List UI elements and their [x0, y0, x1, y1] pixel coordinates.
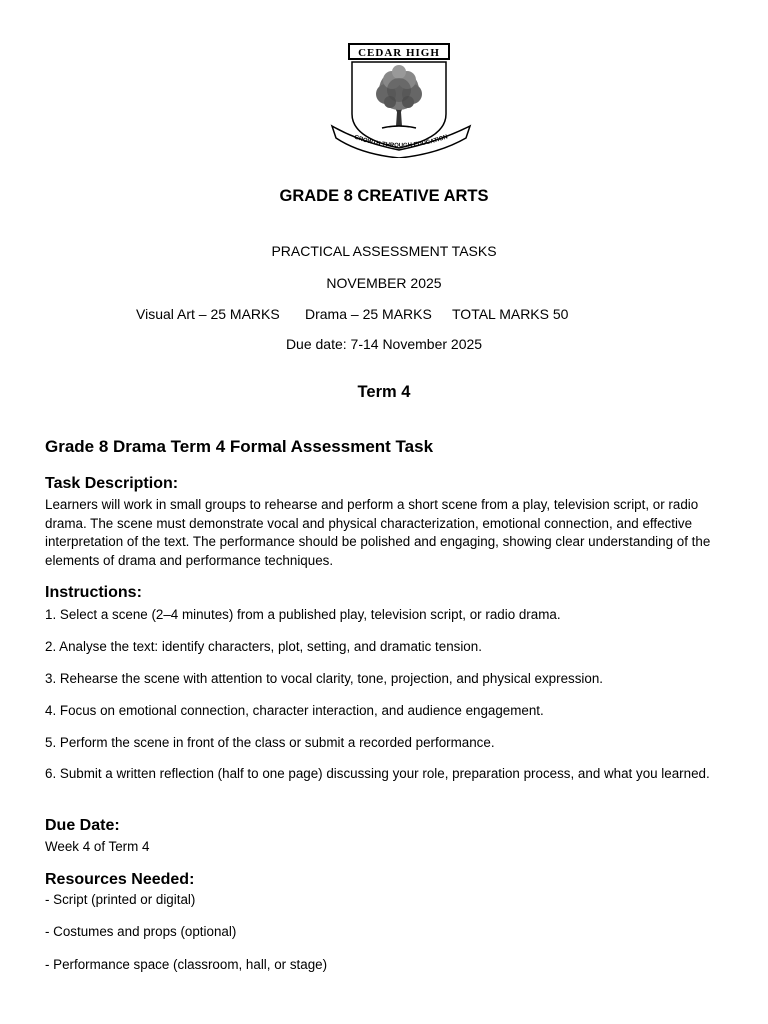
instruction-item: 6. Submit a written reflection (half to one page) discussing your role, preparation process, and what you learned.: [45, 766, 710, 781]
crest-banner-text: CEDAR HIGH: [358, 47, 440, 59]
page-title: GRADE 8 CREATIVE ARTS: [279, 187, 489, 205]
term-heading: Term 4: [357, 383, 411, 401]
page-subtitle: PRACTICAL ASSESSMENT TASKS: [271, 243, 497, 259]
school-crest-logo: [330, 42, 474, 158]
due-date-text: Week 4 of Term 4: [45, 839, 150, 854]
resources-heading: Resources Needed:: [45, 871, 195, 888]
instruction-item: 5. Perform the scene in front of the class or submit a recorded performance.: [45, 735, 495, 750]
crest-motto: GROWTH THROUGH EDUCATION: [353, 134, 449, 150]
visual-art-marks: Visual Art – 25 MARKS: [136, 306, 280, 322]
task-title: Grade 8 Drama Term 4 Formal Assessment Task: [45, 437, 434, 456]
total-marks: TOTAL MARKS 50: [452, 306, 569, 322]
instruction-item: 3. Rehearse the scene with attention to vocal clarity, tone, projection, and physical expression.: [45, 671, 604, 686]
instruction-item: 2. Analyse the text: identify characters, plot, setting, and dramatic tension.: [45, 639, 482, 654]
task-description-text: Learners will work in small groups to rehearse and perform a short scene from a play, television script, or radio drama. The scene must demonstrate vocal and physical characterization, emotional connection, and effective interpretation of the text. The performance should be polished and engaging, showing clear understanding of the elements of drama and performance techniques.: [45, 497, 711, 569]
due-date-heading: Due Date:: [45, 817, 120, 834]
instructions-heading: Instructions:: [45, 584, 142, 601]
resource-item: - Performance space (classroom, hall, or stage): [45, 957, 328, 972]
instruction-item: 1. Select a scene (2–4 minutes) from a published play, television script, or radio drama.: [45, 607, 561, 622]
assessment-date: NOVEMBER 2025: [326, 275, 442, 291]
instruction-item: 4. Focus on emotional connection, character interaction, and audience engagement.: [45, 703, 544, 718]
task-description-heading: Task Description:: [45, 475, 179, 492]
drama-marks: Drama – 25 MARKS: [305, 306, 432, 322]
resource-item: - Costumes and props (optional): [45, 924, 237, 939]
resource-item: - Script (printed or digital): [45, 892, 196, 907]
due-date-header: Due date: 7-14 November 2025: [285, 336, 483, 352]
